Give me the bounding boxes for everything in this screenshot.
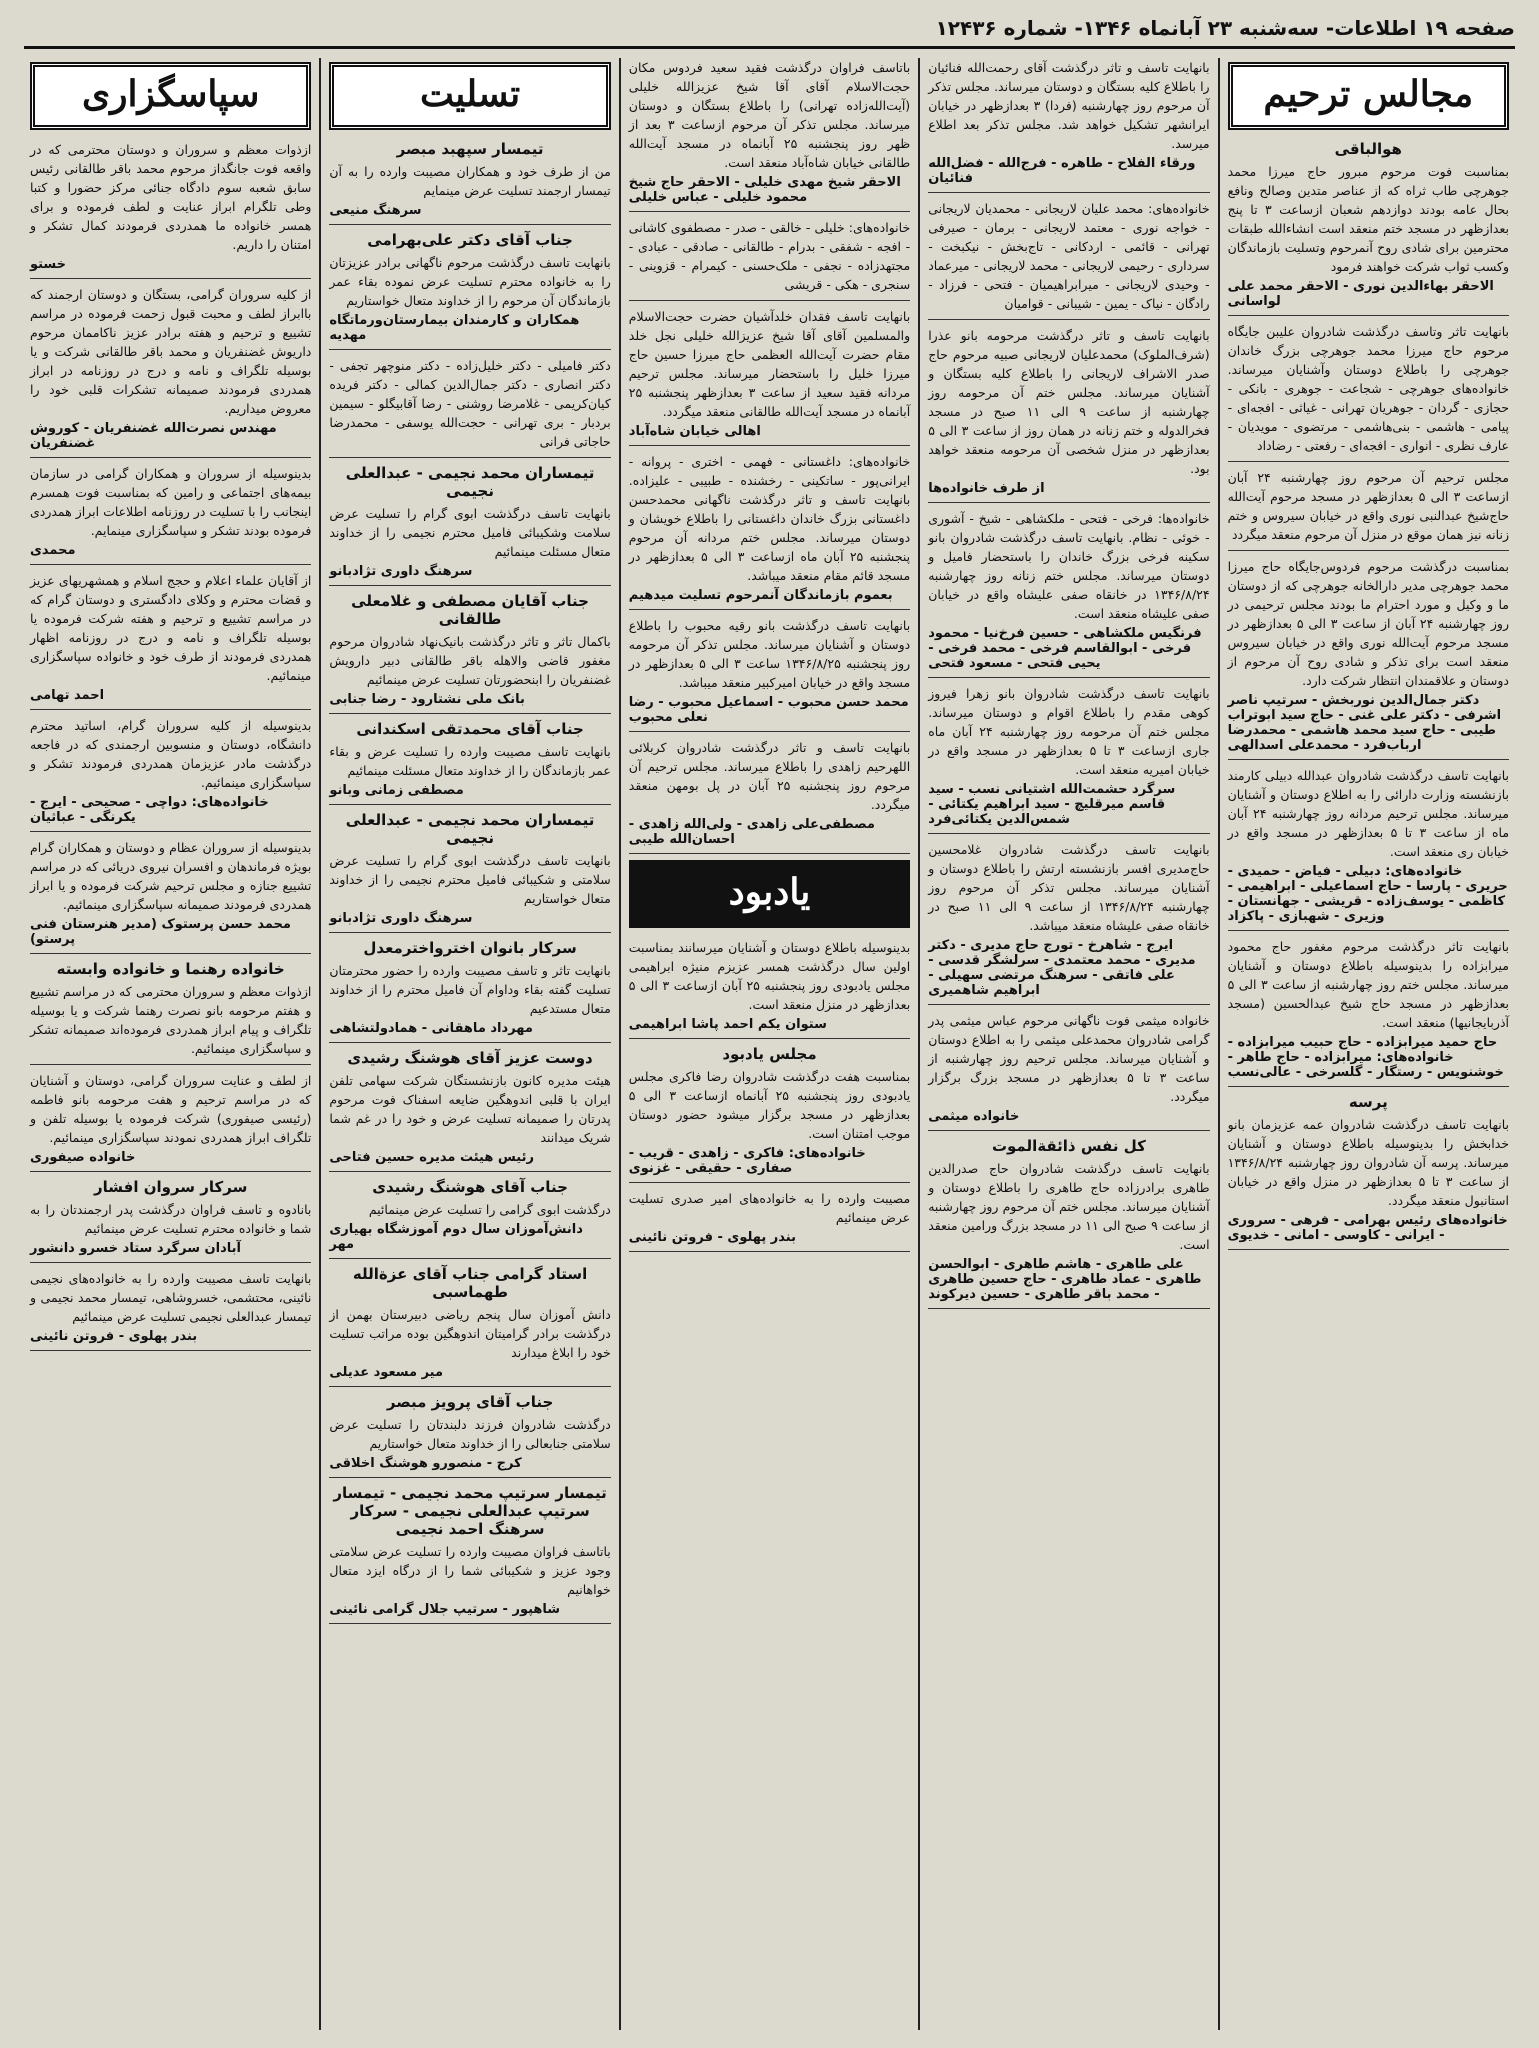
notice-body: باتاسف فراوان مصیبت وارده را تسلیت عرض سلامتی وجود عزیز و شکیبائی شما را از درگاه ایزد متعال خواهانیم	[329, 1544, 611, 1597]
notice-signature: شاهپور - سرتیپ جلال گرامی نائینی	[329, 1602, 561, 1617]
notice-body: بانهایت تاسف مصیبت وارده را به خانواده‌های نجیمی نائینی، محتشمی، خسروشاهی، تیمسار محمد نجیمی و تیمسار عبدالعلی نجیمی تسلیت عرض مینمائیم	[29, 1271, 312, 1324]
notice-title: هوالباقی	[1334, 140, 1402, 158]
notice-body: دانش آموزان سال پنجم ریاضی دبیرستان بهمن از درگذشت برادر گرامیتان اندوهگین بوده مراتب تسلیت خود را ابلاغ میدارند	[329, 1307, 611, 1360]
notice-signature: الاحقر بهاءالدین نوری - الاحقر محمد علی لواسانی	[1227, 279, 1494, 309]
notice	[1228, 322, 1509, 462]
notice-signature: مصطفی‌علی زاهدی - ولی‌الله زاهدی - احسان‌الله طیبی	[628, 817, 875, 847]
notice-signature: کرج - منصورو هوشنگ اخلاقی	[329, 1456, 522, 1471]
notice-body: بانادوه و تاسف فراوان درگذشت پدر ارجمندتان را به شما و خانواده محترم تسلیت عرض مینمائیم	[29, 1202, 312, 1236]
notice	[329, 1484, 610, 1624]
notice-body: از کلیه سروران گرامی، بستگان و دوستان ارجمند که باابراز لطف و محبت قبول زحمت فرموده در مراسم تشییع و ترحیم و هفته برادر عزیز ناکاممان مرحوم داریوش غضنفریان و محمد باقر طالقانی شرکت و یا بوسیله تلگراف و نامه و درج در روزنامه در ابراز همدردی فرمودند صمیمانه تشکرات قلبی خود را معروض میداریم.	[29, 287, 312, 416]
notice-body: از لطف و عنایت سروران گرامی، دوستان و آشنایان که در مراسم ترحیم و هفت مرحومه بانو فاطمه (رئیسی صیفوری) شرکت فرموده یا بوسیله تلفن و تلگراف ابراز همدردی نمودند سپاسگزاری مینمائیم.	[29, 1073, 312, 1145]
notice-signature: سرهنگ داوری تژادبانو	[329, 564, 473, 579]
notice-signature: خستو	[29, 257, 67, 272]
notice	[329, 1393, 610, 1478]
notice	[629, 1189, 910, 1252]
notice-title: جناب آقای پرویز مبصر	[386, 1393, 554, 1411]
notice	[928, 199, 1209, 320]
notice-body: باکمال تاثر و تاثر درگذشت بانیک‌نهاد شادروان مرحوم مغفور قاضی والاهله باقر طالقانی دبیر دارویش غضنفریان را ابنحضورتان تسلیت عرض مینمائیم	[329, 634, 611, 687]
notice	[629, 616, 910, 732]
notice	[329, 1049, 610, 1172]
notice-title: جناب آقای دکتر علی‌بهرامی	[367, 231, 573, 249]
notice	[30, 1269, 311, 1351]
notice-signature: بانک ملی نشتارود - رضا جنابی	[329, 692, 525, 707]
page-header	[24, 10, 1515, 49]
notice-body: بانهایت تاسف درگذشت مرحوم ناگهانی برادر عزیزتان را به خانواده محترم تسلیت عرض نموده بقاء عمر بازماندگان آن مرحوم را از خداوند متعال خواستاریم	[329, 255, 611, 308]
notice-signature: سرهنگ داوری تژادبانو	[329, 911, 473, 926]
notice	[30, 716, 311, 832]
notice-title: جناب آقای محمدتقی اسکندانی	[356, 720, 584, 738]
notice-body: من از طرف خود و همکاران مصیبت وارده را به آن تیمسار ارجمند تسلیت عرض مینمایم	[329, 164, 611, 198]
notice-body: بانهایت تاثر وتاسف درگذشت شادروان علیبن جایگاه مرحوم حاج میرزا محمد جوهرچی بزرگ خاندان جوهرچی را باطلاع دوستان وآشنایان میرساند. خانواده‌های جوهرچی - شجاعت - جوهری - بانکی - حجازی - گردان - جوهریان تهرانی - غیاثی - افجه‌ای - پیامی - هاشمی - بنی‌هاشمی - مرتضوی - مویدیان - عارف نظری - انواری - افجه‌ای - رفعتی - رضاداد	[1227, 324, 1509, 453]
notice-signature: خانواده‌های: دواچی - صحیحی - ایرج - یکرنگی - عباثیان	[29, 795, 269, 825]
notice-body: بانهایت تاسف و تاثر درگذشت مرحومه بانو عذرا (شرف‌الملوک) محمدعلیان لاریجانی صبیه مرحوم حاج صدر الاشراف لاریجانی را باطلاع کلیه بستگان و آشنایان میرساند. مجلس ختم آن مرحومه روز چهارشنبه از ساعت ۹ الی ۱۱ صبح در مسجد فخرالدوله و ختم زنانه در همان روز از ساعت ۳ الی ۵ بعدازظهر در منزل شخصی آن مرحومه منعقد خواهد بود.	[928, 328, 1210, 476]
notice-signature: مهندس نصرت‌الله غضنفریان - کوروش غضنفریان	[29, 421, 277, 451]
notice-signature: سرگرد حشمت‌الله اشتیانی نسب - سید قاسم میرقلیچ - سید ابراهیم یکتائی - شمس‌الدین یکتائی‌فرد	[928, 782, 1176, 827]
section-banner: تسلیت	[329, 62, 610, 130]
notice-body: خانواده میثمی فوت ناگهانی مرحوم عباس میثمی پدر گرامی شادروان محمدعلی میثمی را به اطلاع دوستان و آشنایان میرساند. مجلس ترحیم روز چهارشنبه از ساعت ۳ تا ۵ بعدازظهر در مسجد بزرگ برگزار میگردد.	[928, 1013, 1210, 1104]
notice	[1228, 937, 1509, 1087]
notice-body: بدینوسیله باطلاع دوستان و آشنایان میرسانند بمناسبت اولین سال درگذشت همسر عزیزم منیژه ابراهیمی مجلس یادبودی روز پنجشنبه ۲۵ آبان ازساعت ۳ الی ۵ بعدازظهر در منزل منعقد است.	[628, 940, 911, 1012]
notice	[329, 140, 610, 225]
notice-body: بانهایت تاسف و تاثر درگذشت آقای رحمت‌الله فنائیان را باطلاع کلیه بستگان و دوستان میرساند. مجلس تذکر آن مرحوم روز چهارشنبه (فردا) ۳ بعدازظهر در خیابان ایرانشهر تشکیل خواهد شد. مجلس تذکر بعد اطلاع میرسد.	[928, 60, 1210, 151]
notice	[928, 684, 1209, 834]
notice	[1228, 1093, 1509, 1250]
notice-signature: بندر پهلوی - فروتن نائینی	[628, 1230, 796, 1245]
notice-signature: محمد حسن پرستوک (مدیر هنرستان فنی پرستو)	[29, 917, 291, 947]
notice-title: خانواده رهنما و خانواده وابسته	[56, 960, 285, 978]
notice	[928, 509, 1209, 678]
section-banner: سپاسگزاری	[30, 62, 311, 130]
notice-body: باتاسف فراوان درگذشت فقید سعید فردوس مکان حجت‌الاسلام آقای آقا شیخ عزیزالله خلیلی (آیت‌الله‌زاده تهرانی) را باطلاع بستگان و دوستان میرساند. مجلس تذکر آن مرحوم ازساعت ۳ بعد از ظهر روز پنجشنبه ۲۵ آبانماه در مسجد آیت‌الله طالقانی خیابان شاه‌آباد منعقد است.	[628, 60, 911, 170]
section-banner: یادبود	[629, 860, 910, 928]
notice-body: بدینوسیله از سروران عظام و دوستان و همکاران گرام بویژه فرماندهان و افسران نیروی دریائی که در مراسم تشییع جنازه و مجلس ترحیم شرکت فرموده و یا ابراز همدردی فرمودند صمیمانه سپاسگزاری مینمائیم.	[29, 840, 312, 912]
notice-body: ازذوات معظم و سروران محترمی که در مراسم تشییع و هفتم مرحومه بانو نصرت رهنما شرکت و یا بوسیله تلگراف و پیام ابراز همدردی فرموده‌اند صمیمانه تشکر و سپاسگزاری مینمائیم.	[29, 984, 312, 1056]
notice	[928, 1011, 1209, 1131]
notice	[329, 231, 610, 350]
notice-title: تیمسار سرتیپ محمد نجیمی - تیمسار سرتیپ عبدالعلی نجیمی - سرکار سرهنگ احمد نجیمی	[333, 1484, 607, 1538]
notice	[329, 464, 610, 586]
notice-body: بانهایت تاثر درگذشت مرحوم مغفور حاج محمود میرابزاده را بدینوسیله باطلاع دوستان و آشنایان میرساند. مجلس ختم روز چهارشنبه از ساعت ۳ الی ۵ بعدازظهر در مسجد حاج شیخ عبدالحسین (مسجد آذربایجانیها) منعقد است.	[1227, 939, 1509, 1030]
notice-signature: رئیس هیئت مدیره حسین فتاحی	[329, 1150, 534, 1165]
notice-signature: علی طاهری - هاشم طاهری - ابوالحسن طاهری - عماد طاهری - حاج حسین طاهری - محمد باقر طاهری - حسین دیرکوند	[928, 1257, 1202, 1302]
notice-body: خانواده‌های: خلیلی - خالقی - صدر - مصطفوی کاشانی - افجه - شفقی - بدرام - طالقانی - صادقی - عبادی - مجتهدزاده - نجفی - ملک‌حسنی - کیمرام - قزوینی - سنجری - هکی - قریشی	[628, 220, 911, 292]
notice	[928, 326, 1209, 503]
notice-title: سرکار سروان افشار	[93, 1178, 248, 1196]
notice-title: تیمساران محمد نجیمی - عبدالعلی نجیمی	[345, 464, 595, 500]
notice-body: از آقایان علماء اعلام و حجج اسلام و همشهریهای عزیز و قضات محترم و وکلای دادگستری و دوستان گرام که در مراسم تشییع و ترحیم و هفته شرکت فرموده یا بوسیله تلگراف و نامه و درج در روزنامه اظهار همدردی فرمودند از طرف خود و خانواده سپاسگزاری مینمائیم.	[29, 573, 312, 683]
notice	[329, 1178, 610, 1259]
column-1	[1218, 58, 1517, 2030]
column-5	[22, 58, 319, 2030]
notice-body: بمناسبت درگذشت مرحوم فردوس‌جایگاه حاج میرزا محمد جوهرچی مدیر دارالخانه جوهرچی که از دوستان ما و وکیل و مورد احترام ما بودند مجلس ترحیمی در روز چهارشنبه ۲۴ آبان از ساعت ۳ الی ۵ بعدازظهر در مسجد مرحوم آیت‌الله نوری واقع در خیابان سیروس منعقد است برای تذکر و شادی روح آن مرحوم از دوستان و علاقمندان انتظار شرکت دارد.	[1227, 559, 1509, 688]
notice-signature: خانواده‌های: دبیلی - فیاض - حمیدی - حریری - پارسا - حاج اسماعیلی - ابراهیمی - کاظمی - یوسف‌زاده - قریشی - جهانستان - وزیری - شهبازی - پاکزاد	[1227, 864, 1508, 924]
notice-body: بانهایت تاسف درگذشت ابوی گرام را تسلیت عرض سلامتی و شکیبائی فامیل محترم نجیمی را از خداوند متعال خواستاریم	[329, 853, 611, 906]
notice	[928, 840, 1209, 1005]
notice	[329, 1265, 610, 1387]
column-3	[619, 58, 918, 2030]
notice-title: مجلس یادبود	[722, 1045, 817, 1063]
notice-body: بمناسبت فوت مرحوم مبرور حاج میرزا محمد جوهرچی طاب ثراه که از عناصر متدین وصالح ونافع بحال عامه بودند دوازدهم شعبان ازساعت ۳ تا پنج بعدازظهر در مسجد ختم منعقد است انشاءالله طبقات محترمین برای شادی روح آنمرحوم وتسلیت بازماندگان وکسب ثواب شرکت خواهند فرمود	[1227, 164, 1509, 274]
notice-signature: احمد تهامی	[29, 688, 105, 703]
notice-body: درگذشت ابوی گرامی را تسلیت عرض مینمائیم	[368, 1202, 611, 1217]
notice-body: مجلس ترحیم آن مرحوم روز چهارشنبه ۲۴ آبان ازساعت ۳ الی ۵ بعدازظهر در مسجد مرحوم آیت‌الله حاج‌شیخ عبدالنبی نوری واقع در خیابان سیروس و ختم زنانه نیز همان موقع در منزل آن مرحوم منعقد میگردد	[1227, 470, 1510, 542]
notice	[629, 307, 910, 446]
notice	[629, 938, 910, 1039]
page-header-text: صفحه ۱۹ اطلاعات- سه‌شنبه ۲۳ آبانماه ۱۳۴۶- شماره ۱۲۴۳۶	[935, 16, 1515, 40]
notice-body: بانهایت تاسف درگذشت شادروان غلامحسین حاج‌مدیری افسر بازنشسته ارتش را باطلاع دوستان و آشنایان میرساند. مجلس تذکر آن مرحوم روز چهارشنبه ۱۳۴۶/۸/۲۴ از ساعت ۹ الی ۱۱ صبح در خانقاه صفی علیشاه منعقد میباشد.	[928, 842, 1210, 933]
notice-body: خانواده‌ها: فرخی - فتحی - ملکشاهی - شیخ - آشوری - خوئی - نظام. بانهایت تاسف درگذشت شادروان بانو سکینه فرخی بزرگ خاندان را باستحضار فامیل و دوستان میرساند. مجلس ختم زنانه روز چهارشنبه ۱۳۴۶/۸/۲۴ در خانقاه صفی علیشاه واقع در خیابان صفی علیشاه منعقد است.	[928, 511, 1210, 621]
notice	[329, 720, 610, 805]
notice-signature: بعموم بازماندگان آنمرحوم تسلیت میدهیم	[628, 588, 893, 603]
notice-body: بدینوسیله از کلیه سروران گرام، اساتید محترم دانشگاه، دوستان و منسوبین ارجمندی که در فاجعه درگذشت مادر عزیزمان همدردی فرمودند تشکر و سپاسگزاری مینمائیم.	[29, 718, 312, 790]
notice	[629, 452, 910, 610]
notice	[30, 285, 311, 458]
notice-signature: ورقاء الفلاح - طاهره - فرج‌الله - فضل‌الله فنائیان	[928, 156, 1196, 186]
notice-body: هیئت مدیره کانون بازنشستگان شرکت سهامی تلفن ایران با قلبی اندوهگین ضایعه اسفناک فوت مرحوم پدرتان را صمیمانه تسلیت عرض و خود را در غم شما شریک میدانند	[329, 1073, 611, 1145]
notice-signature: ستوان یکم احمد پاشا ابراهیمی	[628, 1017, 827, 1032]
notice-signature: فرنگیس ملکشاهی - حسین فرخ‌نیا - محمود فرخی - ابوالقاسم فرخی - محمد فرخی - یحیی فتحی - مسعود فتحی	[928, 626, 1202, 671]
notice-signature: الاحقر شیخ مهدی خلیلی - الاحقر حاج شیخ محمود خلیلی - عباس خلیلی	[628, 175, 901, 205]
notice	[30, 960, 311, 1065]
notice-signature: سرهنگ منیعی	[329, 203, 422, 218]
notice-signature: دکتر جمال‌الدین نوربخش - سرتیپ ناصر اشرفی - دکتر علی غنی - حاج سید ابوتراب طیبی - حاج سید محمد هاشمی - محمدرضا ارباب‌فرد - محمدعلی اسدالهی	[1227, 693, 1502, 753]
notice	[1228, 557, 1509, 760]
notice-body: بانهایت تاسف مصیبت وارده را تسلیت عرض و بقاء عمر بازماندگان را از خداوند متعال مسئلت مینمائیم	[329, 744, 611, 778]
notice-signature: بندر پهلوی - فروتن نائینی	[29, 1329, 198, 1344]
notice-title: سرکار بانوان اخترواخترمعدل	[363, 939, 577, 957]
notice-body: بانهایت تاسف فقدان خلدآشیان حضرت حجت‌الاسلام والمسلمین آقای آقا شیخ عزیزالله خلیلی نجل خلد مقام حضرت آیت‌الله العظمی حاج میرزا حسین حاج میرزا خلیل را باستحضار میرساند. مجلس ترحیم مردانه فقید سعید از ساعت ۳ بعدازظهر پنجشنبه ۲۵ آبانماه در مسجد آیت‌الله طالقانی منعقد میگردد.	[628, 309, 911, 419]
notice	[30, 140, 311, 279]
notice-title: دوست عزیز آقای هوشنگ رشیدی	[347, 1049, 593, 1067]
notice-body: خانواده‌های: داغستانی - فهمی - اختری - پروانه - ایرانی‌پور - ساتکینی - رخشنده - طبیبی - علیزاده. بانهایت تاسف و تاثر درگذشت ناگهانی محمدحسن داغستانی بزرگ خاندان داغستانی را باطلاع خویشان و دوستان میرساند. مجلس ختم مردانه آن مرحوم پنجشنبه ۲۵ آبان ماه ازساعت ۳ الی ۵ بعدازظهر در مسجد قائم مقام منعقد میباشد.	[628, 454, 911, 583]
notice	[30, 464, 311, 565]
notice-signature: خانواده میثمی	[928, 1109, 1020, 1124]
notice-body: بمناسبت هفت درگذشت شادروان رضا فاکری مجلس یادبودی روز پنجشنبه ۲۵ آبانماه ازساعت ۳ الی ۵ بعدازظهر در مسجد برگزار میشود حضور دوستان موجب امتنان است.	[628, 1069, 911, 1141]
column-2	[918, 58, 1217, 2030]
notice-signature: مصطفی زمانی وبانو	[329, 783, 464, 798]
notice	[629, 738, 910, 854]
columns-container	[22, 58, 1517, 2030]
notice-body: مصیبت وارده را به خانواده‌های امیر صدری تسلیت عرض مینمائیم	[628, 1191, 911, 1225]
notice-title: کل نفس ذائقةالموت	[991, 1137, 1146, 1155]
notice-signature: اهالی خیابان شاه‌آباد	[628, 424, 761, 439]
notice	[1228, 766, 1509, 931]
column-4	[319, 58, 618, 2030]
notice-title: جناب آقای هوشنگ رشیدی	[372, 1178, 568, 1196]
notice	[329, 811, 610, 933]
notice-body: بانهایت تاسف درگذشت شادروان حاج صدرالدین طاهری برادرزاده حاج طاهری را باطلاع دوستان و آشنایان میرساند. مجلس ختم آن مرحوم روز چهارشنبه از ساعت ۹ صبح الی ۱۱ در مسجد بزرگ ورامین منعقد است.	[928, 1161, 1210, 1252]
notice	[329, 592, 610, 714]
notice	[1228, 140, 1509, 316]
notice-body: درگذشت شادروان فرزند دلبندتان را تسلیت عرض سلامتی جنابعالی را از خداوند متعال خواستاریم	[329, 1417, 611, 1451]
notice-signature: ایرج - شاهرخ - تورج حاج مدیری - دکتر مدیری - محمد معتمدی - سرلشگر قدسی - علی فاتقی - سرهنگ مرتضی سهیلی - ابراهیم شاهمیری	[928, 938, 1196, 998]
notice	[30, 1071, 311, 1172]
notice-body: بانهایت تاسف درگذشت شادروان بانو زهرا فیروز کوهی مقدم را باطلاع اقوام و دوستان میرساند. مجلس ختم آن مرحومه روز چهارشنبه ۲۴ آبان ماه جاری ازساعت ۳ تا ۵ بعدازظهر در مسجد واقع در خیابان امیریه منعقد است.	[928, 686, 1210, 777]
notice-body: بانهایت تاسف درگذشت شادروان عبدالله دبیلی کارمند بازنشسته وزارت دارائی را به اطلاع دوستان و آشنایان میرساند. مجلس ترحیم مردانه روز چهارشنبه ۲۴ آبان ماه از ساعت ۳ تا ۵ بعدازظهر در مسجد واقع در خیابان ری منعقد است.	[1227, 768, 1510, 859]
notice-body: بانهایت تاسف درگذشت ابوی گرام را تسلیت عرض سلامت وشکیبائی فامیل محترم نجیمی را از خداوند متعال مسئلت مینمائیم	[329, 506, 611, 559]
notice	[629, 1045, 910, 1183]
notice-body: بانهایت تاسف و تاثر درگذشت شادروان کربلائی اللهرحیم زاهدی را باطلاع میرساند. مجلس ترحیم آن مرحوم روز پنجشنبه ۲۵ آبان در پل بومهن منعقد میگردد.	[628, 740, 911, 812]
notice-signature: همکاران و کارمندان بیمارستان‌ورماتگاه مهدیه	[329, 313, 580, 343]
notice-body: خانواده‌های: محمد علیان لاریجانی - محمدیان لاریجانی - خواجه نوری - معتمد لاریجانی - برمان - صیرفی تهرانی - قائمی - اردکانی - تاج‌بخش - نیکبخت - سرداری - رحیمی لاریجانی - محمد لاریجانی - میرعماد - وحیدی لاریجانی - میرابراهیمیان - فتحی - فرزاد - رادگان - نیاک - یمین - شیبانی - قوامیان	[928, 201, 1210, 311]
notice	[629, 58, 910, 212]
notice-body: بانهایت تاسف درگذشت بانو رقیه محبوب را باطلاع دوستان و آشنایان میرساند. مجلس تذکر آن مرحومه روز پنجشنبه ۱۳۴۶/۸/۲۵ ساعت ۳ الی ۵ بعدازظهر در مسجد واقع در خیابان امیرکبیر منعقد میباشد.	[628, 618, 911, 690]
notice	[30, 1178, 311, 1263]
notice-body: بانهایت تاسف درگذشت شادروان عمه عزیزمان بانو خدابخش را بدینوسیله باطلاع دوستان و آشنایان میرساند. پرسه آن شادروان روز چهارشنبه ۱۳۴۶/۸/۲۴ از ساعت ۳ تا ۵ بعدازظهر در منزل واقع در خیابان استانبول منعقد میگردد.	[1227, 1117, 1510, 1208]
notice-signature: خانواده صیفوری	[29, 1150, 136, 1165]
notice-title: جناب آقایان مصطفی و غلامعلی طالقانی	[351, 592, 589, 628]
notice-body: ازذوات معظم و سروران و دوستان محترمی که در واقعه فوت جانگداز مرحوم محمد باقر طالقانی رئیس سابق شعبه سوم دادگاه جنائی مرکز حضورا و کتبا وطی تلگرام ابراز عنایت و لطف فرموده و برای همسر خانواده ما همدردی فرمودند کمال تشکر و امتنان را داریم.	[29, 142, 312, 252]
notice	[329, 356, 610, 458]
notice-signature: خانواده‌های رئیس بهرامی - فرهی - سروری - ایرانی - کاوسی - امانی - خدیوی	[1227, 1213, 1508, 1243]
section-banner: مجالس ترحیم	[1228, 62, 1509, 130]
notice-signature: خانواده‌های: فاکری - زاهدی - قریب - صفاری - حقیقی - غزنوی	[628, 1146, 866, 1176]
notice	[629, 218, 910, 301]
notice	[928, 58, 1209, 193]
notice-signature: محمدی	[29, 543, 76, 558]
notice-title: پرسه	[1348, 1093, 1388, 1111]
notice-signature: مهرداد ماهقانی - همادولتشاهی	[329, 1021, 533, 1036]
notice	[1228, 468, 1509, 551]
notice-signature: از طرف خانواده‌ها	[928, 481, 1045, 496]
notice-title: استاد گرامی جناب آقای عزةالله طهماسبی	[352, 1265, 588, 1301]
notice-signature: آبادان سرگرد ستاد خسرو دانشور	[29, 1241, 241, 1256]
notice	[928, 1137, 1209, 1309]
notice-signature: حاج حمید میرابزاده - حاج حبیب میرابزاده - خانواده‌های: میرابزاده - حاج طاهر - خوشنویس - رستگار - گلسرخی - عالی‌نسب	[1227, 1035, 1504, 1080]
notice	[329, 939, 610, 1043]
notice-signature: دانش‌آموزان سال دوم آموزشگاه بهیاری مهر	[329, 1222, 583, 1252]
notice-title: تیمساران محمد نجیمی - عبدالعلی نجیمی	[345, 811, 595, 847]
notice	[30, 571, 311, 710]
notice-body: دکتر فامیلی - دکتر خلیل‌زاده - دکتر منوچهر تجفی - دکتر انصاری - دکتر جمال‌الدین کمالی - دکتر فریده کیان‌کریمی - غلامرضا روشنی - رضا آقابیگلو - سیمین بردبار - بری تهرانی - حجت‌الله یوسفی - محمدرضا حاجاتی فرانی	[329, 358, 611, 449]
notice-signature: میر مسعود عدیلی	[329, 1365, 444, 1380]
notice-body: بانهایت تاثر و تاسف مصیبت وارده را حضور محترمتان تسلیت گفته بقاء وداوام آن فامیل محترم را از خداوند متعال مستدعیم	[329, 963, 611, 1016]
notice-title: تیمسار سپهبد مبصر	[396, 140, 544, 158]
notice-body: بدینوسیله از سروران و همکاران گرامی در سازمان بیمه‌های اجتماعی و رامین که بمناسبت فوت همسرم اینجانب را با تسلیت در روزنامه اطلاعات ابراز همدردی فرموده بودند تشکر و سپاسگزاری مینمایم.	[29, 466, 312, 538]
notice-signature: محمد حسن محبوب - اسماعیل محبوب - رضا نعلی محبوب	[628, 695, 909, 725]
notice	[30, 838, 311, 954]
